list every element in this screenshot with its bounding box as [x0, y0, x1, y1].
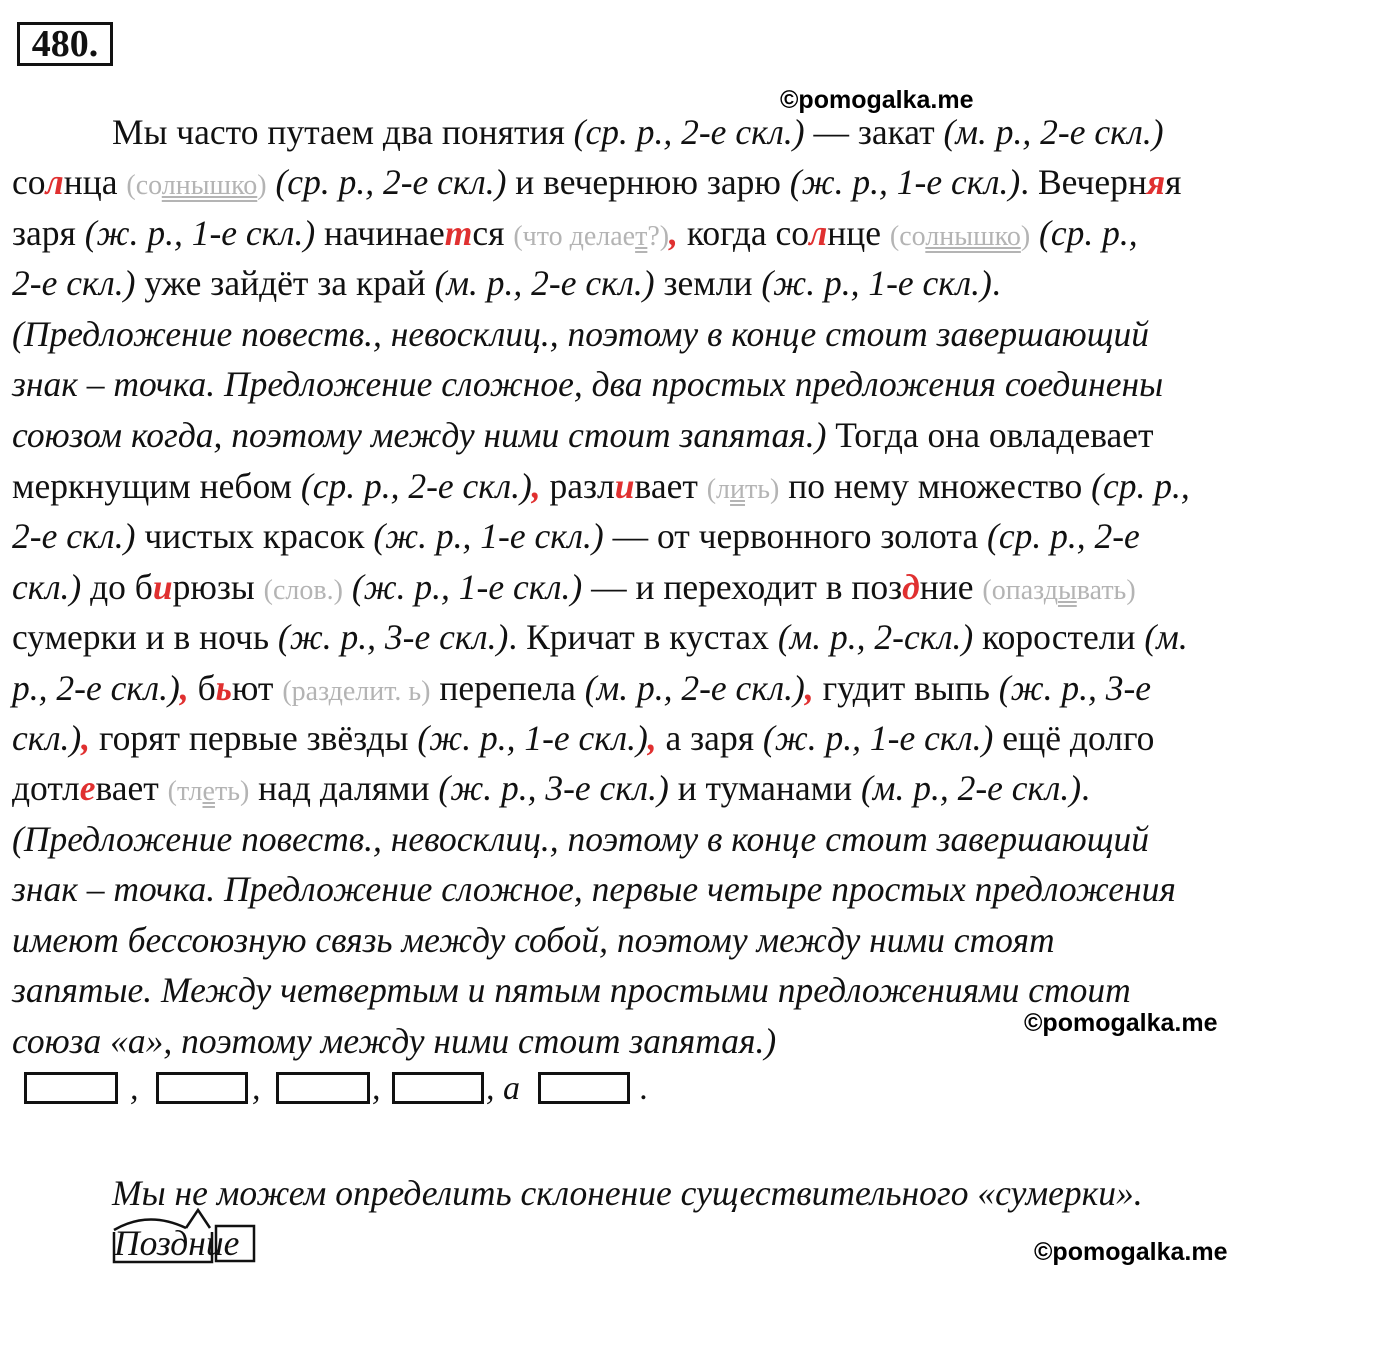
highlighted-spelling: д	[902, 567, 920, 607]
text-line	[12, 869, 1176, 909]
check-word-hint: (слов.)	[263, 575, 343, 606]
text-run: рюзы	[172, 567, 264, 607]
check-word-hint: (опазд	[982, 575, 1058, 606]
grammar-annotation: запятые. Между четвертым и пятым простыми предложениями стоит	[12, 970, 1131, 1010]
text-line	[12, 920, 1055, 960]
text-line	[12, 617, 1188, 657]
check-word-hint: ?)	[647, 221, 670, 252]
text-run: коростели	[973, 617, 1145, 657]
text-run: гудит выпь	[813, 668, 999, 708]
highlighted-spelling: и	[614, 466, 635, 506]
grammar-annotation: (м. р., 2-скл.)	[777, 617, 974, 657]
scheme-box	[276, 1072, 370, 1104]
grammar-annotation: (ж. р., 3-е скл.)	[438, 768, 669, 808]
text-run: .	[991, 263, 1001, 303]
text-run: Мы часто путаем два понятия	[112, 112, 574, 152]
watermark-top: ©pomogalka.me	[780, 86, 974, 114]
text-run: .	[1081, 768, 1090, 808]
grammar-annotation: (ср. р., 2-е	[987, 516, 1140, 556]
grammar-annotation: имеют бессоюзную связь между собой, поэтому между ними стоят	[12, 920, 1055, 960]
grammar-annotation: союза «а», поэтому между ними стоит запятая.)	[12, 1021, 777, 1061]
check-word-hint: т	[635, 221, 648, 252]
grammar-annotation: (ж. р., 1-е скл.)	[351, 567, 583, 607]
text-run: ние	[919, 567, 983, 607]
grammar-annotation: (ж. р., 3-е скл.)	[277, 617, 509, 657]
text-run: ещё долго	[993, 718, 1155, 758]
grammar-annotation: р., 2-е скл.)	[12, 668, 180, 708]
text-line	[12, 768, 1090, 812]
grammar-annotation: (ср. р., 2-е скл.)	[275, 162, 507, 202]
text-run: ся	[472, 213, 514, 253]
text-run: разл	[540, 466, 615, 506]
highlighted-spelling: т	[444, 213, 473, 253]
text-run: до б	[81, 567, 153, 607]
text-run: — закат	[804, 112, 944, 152]
grammar-annotation: союзом когда, поэтому между ними стоит запятая.)	[12, 415, 827, 455]
check-word-hint: вать)	[1076, 575, 1136, 606]
check-word-hint: е	[202, 776, 215, 807]
text-line	[12, 162, 1182, 206]
grammar-annotation: (ср. р., 2-е скл.)	[573, 112, 805, 152]
highlighted-spelling: я	[1146, 162, 1166, 202]
text-run: . Вечерн	[1020, 162, 1147, 202]
text-run: а заря	[656, 718, 763, 758]
text-run: горят первые звёзды	[90, 718, 418, 758]
text-line	[12, 415, 1154, 455]
text-run: со	[12, 162, 46, 202]
grammar-annotation: знак – точка. Предложение сложное, первые четыре простых предложения	[12, 869, 1176, 909]
check-word-hint: (со	[126, 170, 162, 201]
text-run: уже зайдёт за край	[135, 263, 435, 303]
text-line	[12, 718, 1154, 758]
sentence-scheme	[20, 1068, 680, 1110]
check-word-hint: )	[257, 170, 267, 201]
text-run: по нему множество	[779, 466, 1092, 506]
watermark-middle: ©pomogalka.me	[1024, 1009, 1218, 1037]
text-run: нце	[827, 213, 890, 253]
word-parse: Поздние	[114, 1223, 240, 1263]
grammar-annotation: (м. р., 2-е скл.)	[584, 668, 805, 708]
text-line	[12, 1021, 776, 1061]
text-run: ют	[231, 668, 283, 708]
grammar-annotation: 2-е скл.)	[12, 263, 136, 303]
text-line	[12, 364, 1163, 404]
text-run: вает	[634, 466, 707, 506]
grammar-annotation: (ср. р.,	[1091, 466, 1190, 506]
grammar-annotation: скл.)	[12, 567, 82, 607]
scheme-separator: .	[640, 1070, 649, 1107]
text-run: заря	[12, 213, 85, 253]
grammar-annotation: (м. р., 2-е скл.)	[434, 263, 655, 303]
text-run: — и переходит в поз	[582, 567, 903, 607]
check-word-hint: (что делае	[513, 221, 636, 252]
check-word-hint: (тл	[167, 776, 203, 807]
text-line	[12, 970, 1131, 1010]
scheme-separator: ,	[252, 1070, 261, 1107]
scheme-separator: , а	[486, 1070, 520, 1107]
grammar-annotation: (Предложение повеств., невосклиц., поэтому в конце стоит завершающий	[12, 314, 1149, 354]
grammar-annotation: (ж. р., 1-е скл.)	[761, 263, 992, 303]
text-run: дотл	[12, 768, 80, 808]
check-word-hint: ть)	[214, 776, 250, 807]
grammar-annotation: (Предложение повеств., невосклиц., поэтому в конце стоит завершающий	[12, 819, 1149, 859]
grammar-annotation: (ж. р., 1-е скл.)	[417, 718, 648, 758]
text-line	[12, 668, 1151, 712]
text-run: б	[188, 668, 216, 708]
grammar-annotation: скл.)	[12, 718, 82, 758]
grammar-annotation: 2-е скл.)	[12, 516, 136, 556]
grammar-annotation: (м.	[1144, 617, 1188, 657]
check-word-hint: лнышко	[925, 221, 1021, 252]
highlighted-spelling: ,	[81, 718, 91, 758]
text-run: — от червонного золота	[603, 516, 988, 556]
text-run: Тогда она овладевает	[826, 415, 1154, 455]
check-word-hint: (л	[706, 474, 731, 505]
grammar-annotation: (ж. р., 1-е скл.)	[84, 213, 316, 253]
text-run: чистых красок	[135, 516, 374, 556]
text-run: когда со	[678, 213, 810, 253]
check-word-hint: (разделит. ь)	[282, 676, 431, 707]
text-run: над далями	[249, 768, 439, 808]
highlighted-spelling: ,	[669, 213, 678, 253]
scheme-box	[156, 1072, 248, 1104]
check-word-hint: и	[730, 474, 746, 505]
text-line	[12, 314, 1149, 354]
scheme-box	[24, 1072, 118, 1104]
highlighted-spelling: ,	[647, 718, 657, 758]
text-line	[12, 567, 1136, 611]
check-word-hint: ы	[1057, 575, 1077, 606]
grammar-annotation: (ср. р., 2-е скл.)	[300, 466, 532, 506]
check-word-hint: )	[1020, 221, 1031, 252]
grammar-annotation: (ж. р., 1-е скл.)	[373, 516, 604, 556]
text-run: и туманами	[668, 768, 861, 808]
grammar-annotation: (ж. р., 1-е скл.)	[789, 162, 1021, 202]
scheme-separator: ,	[130, 1070, 139, 1107]
highlighted-spelling: л	[809, 213, 828, 253]
scheme-separator: ,	[372, 1070, 381, 1107]
text-run: земли	[654, 263, 762, 303]
text-line	[12, 213, 1138, 257]
grammar-annotation: (м. р., 2-е скл.)	[943, 112, 1164, 152]
grammar-annotation: (ж. р., 3-е	[998, 668, 1152, 708]
highlighted-spelling: л	[45, 162, 64, 202]
grammar-annotation: знак – точка. Предложение сложное, два простых предложения соединены	[12, 364, 1164, 404]
watermark-bottom: ©pomogalka.me	[1034, 1238, 1228, 1266]
highlighted-spelling: ь	[215, 668, 232, 708]
grammar-annotation: (м. р., 2-е скл.)	[860, 768, 1082, 808]
grammar-annotation: (ж. р., 1-е скл.)	[762, 718, 994, 758]
highlighted-spelling: ,	[531, 466, 541, 506]
text-run: я	[1165, 162, 1182, 202]
text-run: меркнущим небом	[12, 466, 301, 506]
text-line	[12, 263, 1001, 303]
exercise-number: 480.	[17, 22, 113, 66]
declension-note: Мы не можем определить склонение существительного «сумерки».	[112, 1173, 1143, 1213]
highlighted-spelling: ,	[179, 668, 189, 708]
check-word-hint: (со	[889, 221, 926, 252]
text-run	[343, 567, 352, 607]
text-run: сумерки и в ночь	[12, 617, 278, 657]
text-run: перепела	[430, 668, 585, 708]
text-run: . Кричат в кустах	[508, 617, 778, 657]
text-run: вает	[95, 768, 168, 808]
highlighted-spelling: ,	[804, 668, 814, 708]
text-run: начинае	[315, 213, 445, 253]
check-word-hint: ть)	[745, 474, 780, 505]
text-line	[12, 466, 1190, 510]
text-run: нца	[63, 162, 127, 202]
text-run: и вечернюю зарю	[506, 162, 790, 202]
grammar-annotation: (ср. р.,	[1039, 213, 1138, 253]
text-line	[112, 112, 1164, 152]
scheme-box	[538, 1072, 630, 1104]
scheme-box	[392, 1072, 484, 1104]
highlighted-spelling: е	[79, 768, 96, 808]
text-run	[1030, 213, 1039, 253]
text-line	[12, 819, 1149, 859]
highlighted-spelling: и	[152, 567, 173, 607]
text-line	[12, 516, 1140, 556]
check-word-hint: лнышко	[161, 170, 258, 201]
